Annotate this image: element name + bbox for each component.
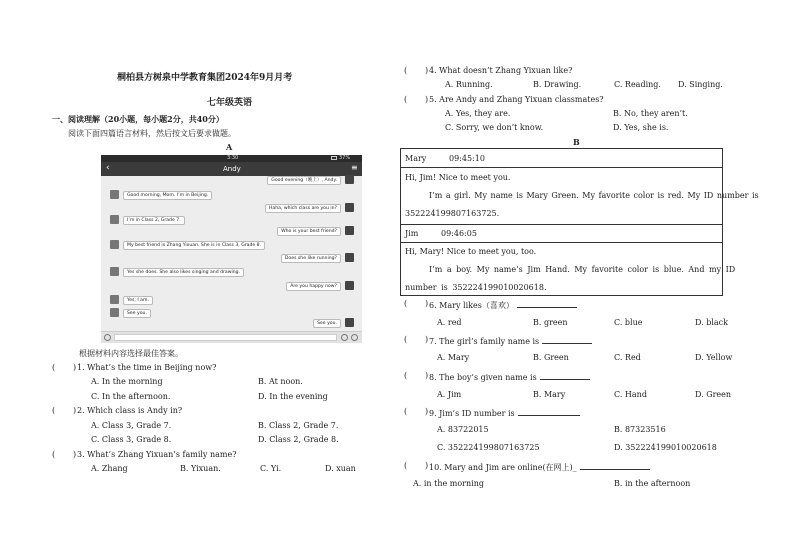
message-bubble-sent: Does she like running? [281,254,341,263]
avatar-self [345,281,354,290]
exam-subject: 七年级英语 [207,98,253,108]
question-text [429,461,650,473]
answer-blank[interactable] [518,407,580,416]
question-text [429,407,580,418]
answer-option[interactable]: C. In the afternoon. [91,392,171,401]
question-stem: 10. Mary and Jim are online(在网上)_ [429,463,577,472]
add-icon[interactable] [351,334,358,341]
message-input[interactable] [114,334,337,341]
question-paren-close: ) [425,95,429,104]
answer-option[interactable]: A. Class 3, Grade 7. [91,421,172,430]
question-text [429,335,592,346]
mary-time: 09:45:10 [449,154,485,163]
question-text [429,95,604,104]
answer-option[interactable]: A. Mary [437,353,470,362]
answer-option[interactable]: C. Yi. [260,464,282,473]
mary-line-3: 352224199807163725. [405,209,500,218]
answer-option[interactable]: B. No, they aren’t. [613,109,688,118]
status-time: 3:30 [227,155,239,161]
question-paren-open: ( [404,95,408,104]
message-bubble-sent: Are you happy now? [286,282,341,291]
answer-option[interactable]: D. Yellow [695,353,733,362]
question-paren-open: ( [404,299,408,308]
jim-name: Jim [405,229,419,238]
question-text [429,66,572,75]
chat-input-bar [101,331,362,343]
message-bubble-received: See you. [123,309,151,318]
question-paren-close: ) [425,335,429,344]
question-paren-close: ) [73,363,77,372]
question-stem: 7. The girl’s family name is [429,337,540,346]
message-bubble-received: I’m in Class 2, Grade 7. [123,216,185,225]
question-paren-close: ) [73,406,77,415]
answer-option[interactable]: B. Drawing. [533,80,582,89]
chat-screenshot [101,155,362,343]
question-paren-close: ) [425,461,429,470]
answer-option[interactable]: A. Running. [445,80,493,89]
avatar-contact [110,267,119,276]
question-paren-open: ( [52,406,56,415]
avatar-contact [110,190,119,199]
question-stem: 8. The boy’s given name is [429,373,537,382]
question-text [77,450,237,459]
answer-option[interactable]: D. In the evening [258,392,328,401]
choose-instruction: 根据材料内容选择最佳答案。 [79,349,183,358]
chat-title-bar [101,162,362,176]
answer-option[interactable]: C. Sorry, we don’t know. [445,123,544,132]
mary-name: Mary [405,154,427,163]
avatar-self [345,253,354,262]
question-stem: 1. What’s the time in Beijing now? [77,363,217,372]
status-bar [101,155,362,162]
question-text [429,299,577,311]
question-stem: 6. Mary likes（喜欢） [429,301,514,310]
battery-icon [331,156,337,160]
answer-option[interactable]: A. red [437,318,462,327]
answer-option[interactable]: C. Red [614,353,641,362]
message-bubble-received: My best friend is Zhang Yixuan. She is in Class 3, Grade 8. [123,241,265,250]
exam-title: 桐柏县方树泉中学教育集团2024年9月月考 [117,73,293,83]
mary-line-1: Hi, Jim! Nice to meet you. [405,173,511,182]
question-stem: 2. Which class is Andy in? [77,406,183,415]
answer-option[interactable]: A. In the morning [91,377,163,386]
answer-option[interactable]: D. xuan [325,464,356,473]
jim-time: 09:46:05 [441,229,477,238]
answer-blank[interactable] [542,335,592,344]
message-bubble-sent: See you. [313,319,341,328]
mary-message-row [401,168,759,225]
answer-option[interactable]: B. Green [533,353,569,362]
question-paren-close: ) [425,299,429,308]
question-paren-open: ( [404,461,408,470]
message-bubble-sent: Who is your best friend? [277,227,341,236]
question-paren-open: ( [404,335,408,344]
question-paren-open: ( [404,371,408,380]
question-text [77,363,216,372]
message-bubble-sent: Good evening（晚上）, Andy. [267,176,341,185]
answer-blank[interactable] [580,461,650,470]
jim-line-2: I’m a boy. My name’s Jim Hand. My favorite color is blue. And my ID [429,265,736,274]
avatar-self [345,226,354,235]
dialog-box [400,148,759,296]
emoji-icon[interactable] [341,334,348,341]
more-icon[interactable]: ≡ [351,163,358,172]
question-paren-open: ( [52,363,56,372]
battery-level: 37% [339,155,351,161]
passage-a-label: A [226,142,233,152]
answer-option[interactable]: B. At noon. [258,377,303,386]
answer-option[interactable]: C. Class 3, Grade 8. [91,435,172,444]
mary-line-2: I’m a girl. My name is Mary Green. My favorite color is red. My ID number is [429,191,759,200]
answer-option[interactable]: B. 87323516 [614,425,666,434]
avatar-contact [110,308,119,317]
passage-b-label: B [573,137,580,147]
avatar-contact [110,295,119,304]
answer-option[interactable]: D. 352224199010020618 [614,443,717,452]
chat-title: Andy [223,165,241,173]
jim-message-row [401,243,736,296]
avatar-self [345,175,354,184]
avatar-contact [110,215,119,224]
answer-option[interactable]: A. Zhang [91,464,128,473]
back-arrow-icon[interactable]: ‹ [106,163,110,173]
answer-option[interactable]: A. Jim [437,390,462,399]
answer-option[interactable]: C. 352224199807163725 [437,443,540,452]
jim-header-row [401,225,722,243]
answer-option[interactable]: B. green [533,318,568,327]
section-instruction: 阅读下面四篇语言材料，然后按文后要求做题。 [68,129,236,138]
avatar-self [345,203,354,212]
section-heading: 一、阅读理解（20小题，每小题2分，共40分） [52,114,224,124]
avatar-contact [110,240,119,249]
answer-option[interactable]: A. 83722015 [437,425,489,434]
question-paren-close: ) [73,450,77,459]
answer-option[interactable]: B. Yixuan. [180,464,221,473]
answer-option[interactable]: A. in the morning [413,479,484,488]
answer-option[interactable]: A. Yes, they are. [445,109,511,118]
answer-blank[interactable] [517,299,577,308]
message-bubble-received: Yes she does. She also likes singing and drawing. [123,268,244,277]
answer-option[interactable]: C. Hand [614,390,647,399]
question-paren-close: ) [425,407,429,416]
jim-line-3: number is 352224199010020618. [405,283,547,292]
question-paren-open: ( [404,66,408,75]
answer-option[interactable]: D. black [695,318,728,327]
answer-option[interactable]: D. Singing. [678,80,723,89]
question-text [429,371,590,382]
answer-blank[interactable] [540,371,590,380]
answer-option[interactable]: B. Class 2, Grade 7. [258,421,339,430]
avatar-self [345,318,354,327]
question-paren-close: ) [425,66,429,75]
answer-option[interactable]: D. Green [695,390,732,399]
mary-header-row [401,149,722,168]
message-bubble-sent: Haha, which class are you in? [265,204,341,213]
answer-option[interactable]: D. Yes, she is. [613,123,669,132]
answer-option[interactable]: B. in the afternoon [614,479,691,488]
message-bubble-received: Good morning, Mom. I’m in Beijing. [123,191,212,200]
answer-option[interactable]: C. blue [614,318,643,327]
answer-option[interactable]: C. Reading. [614,80,661,89]
question-text [77,406,182,415]
question-paren-open: ( [52,450,56,459]
question-paren-open: ( [404,407,408,416]
jim-line-1: Hi, Mary! Nice to meet you, too. [405,247,537,256]
question-stem: 3. What’s Zhang Yixuan’s family name? [77,450,237,459]
message-bubble-received: Yes, I am. [123,296,153,305]
question-stem: 9. Jim’s ID number is [429,409,515,418]
answer-option[interactable]: D. Class 2, Grade 8. [258,435,339,444]
voice-icon[interactable] [104,334,111,341]
answer-option[interactable]: B. Mary [533,390,566,399]
question-stem: 4. What doesn’t Zhang Yixuan like? [429,66,573,75]
question-paren-close: ) [425,371,429,380]
question-stem: 5. Are Andy and Zhang Yixuan classmates? [429,95,604,104]
